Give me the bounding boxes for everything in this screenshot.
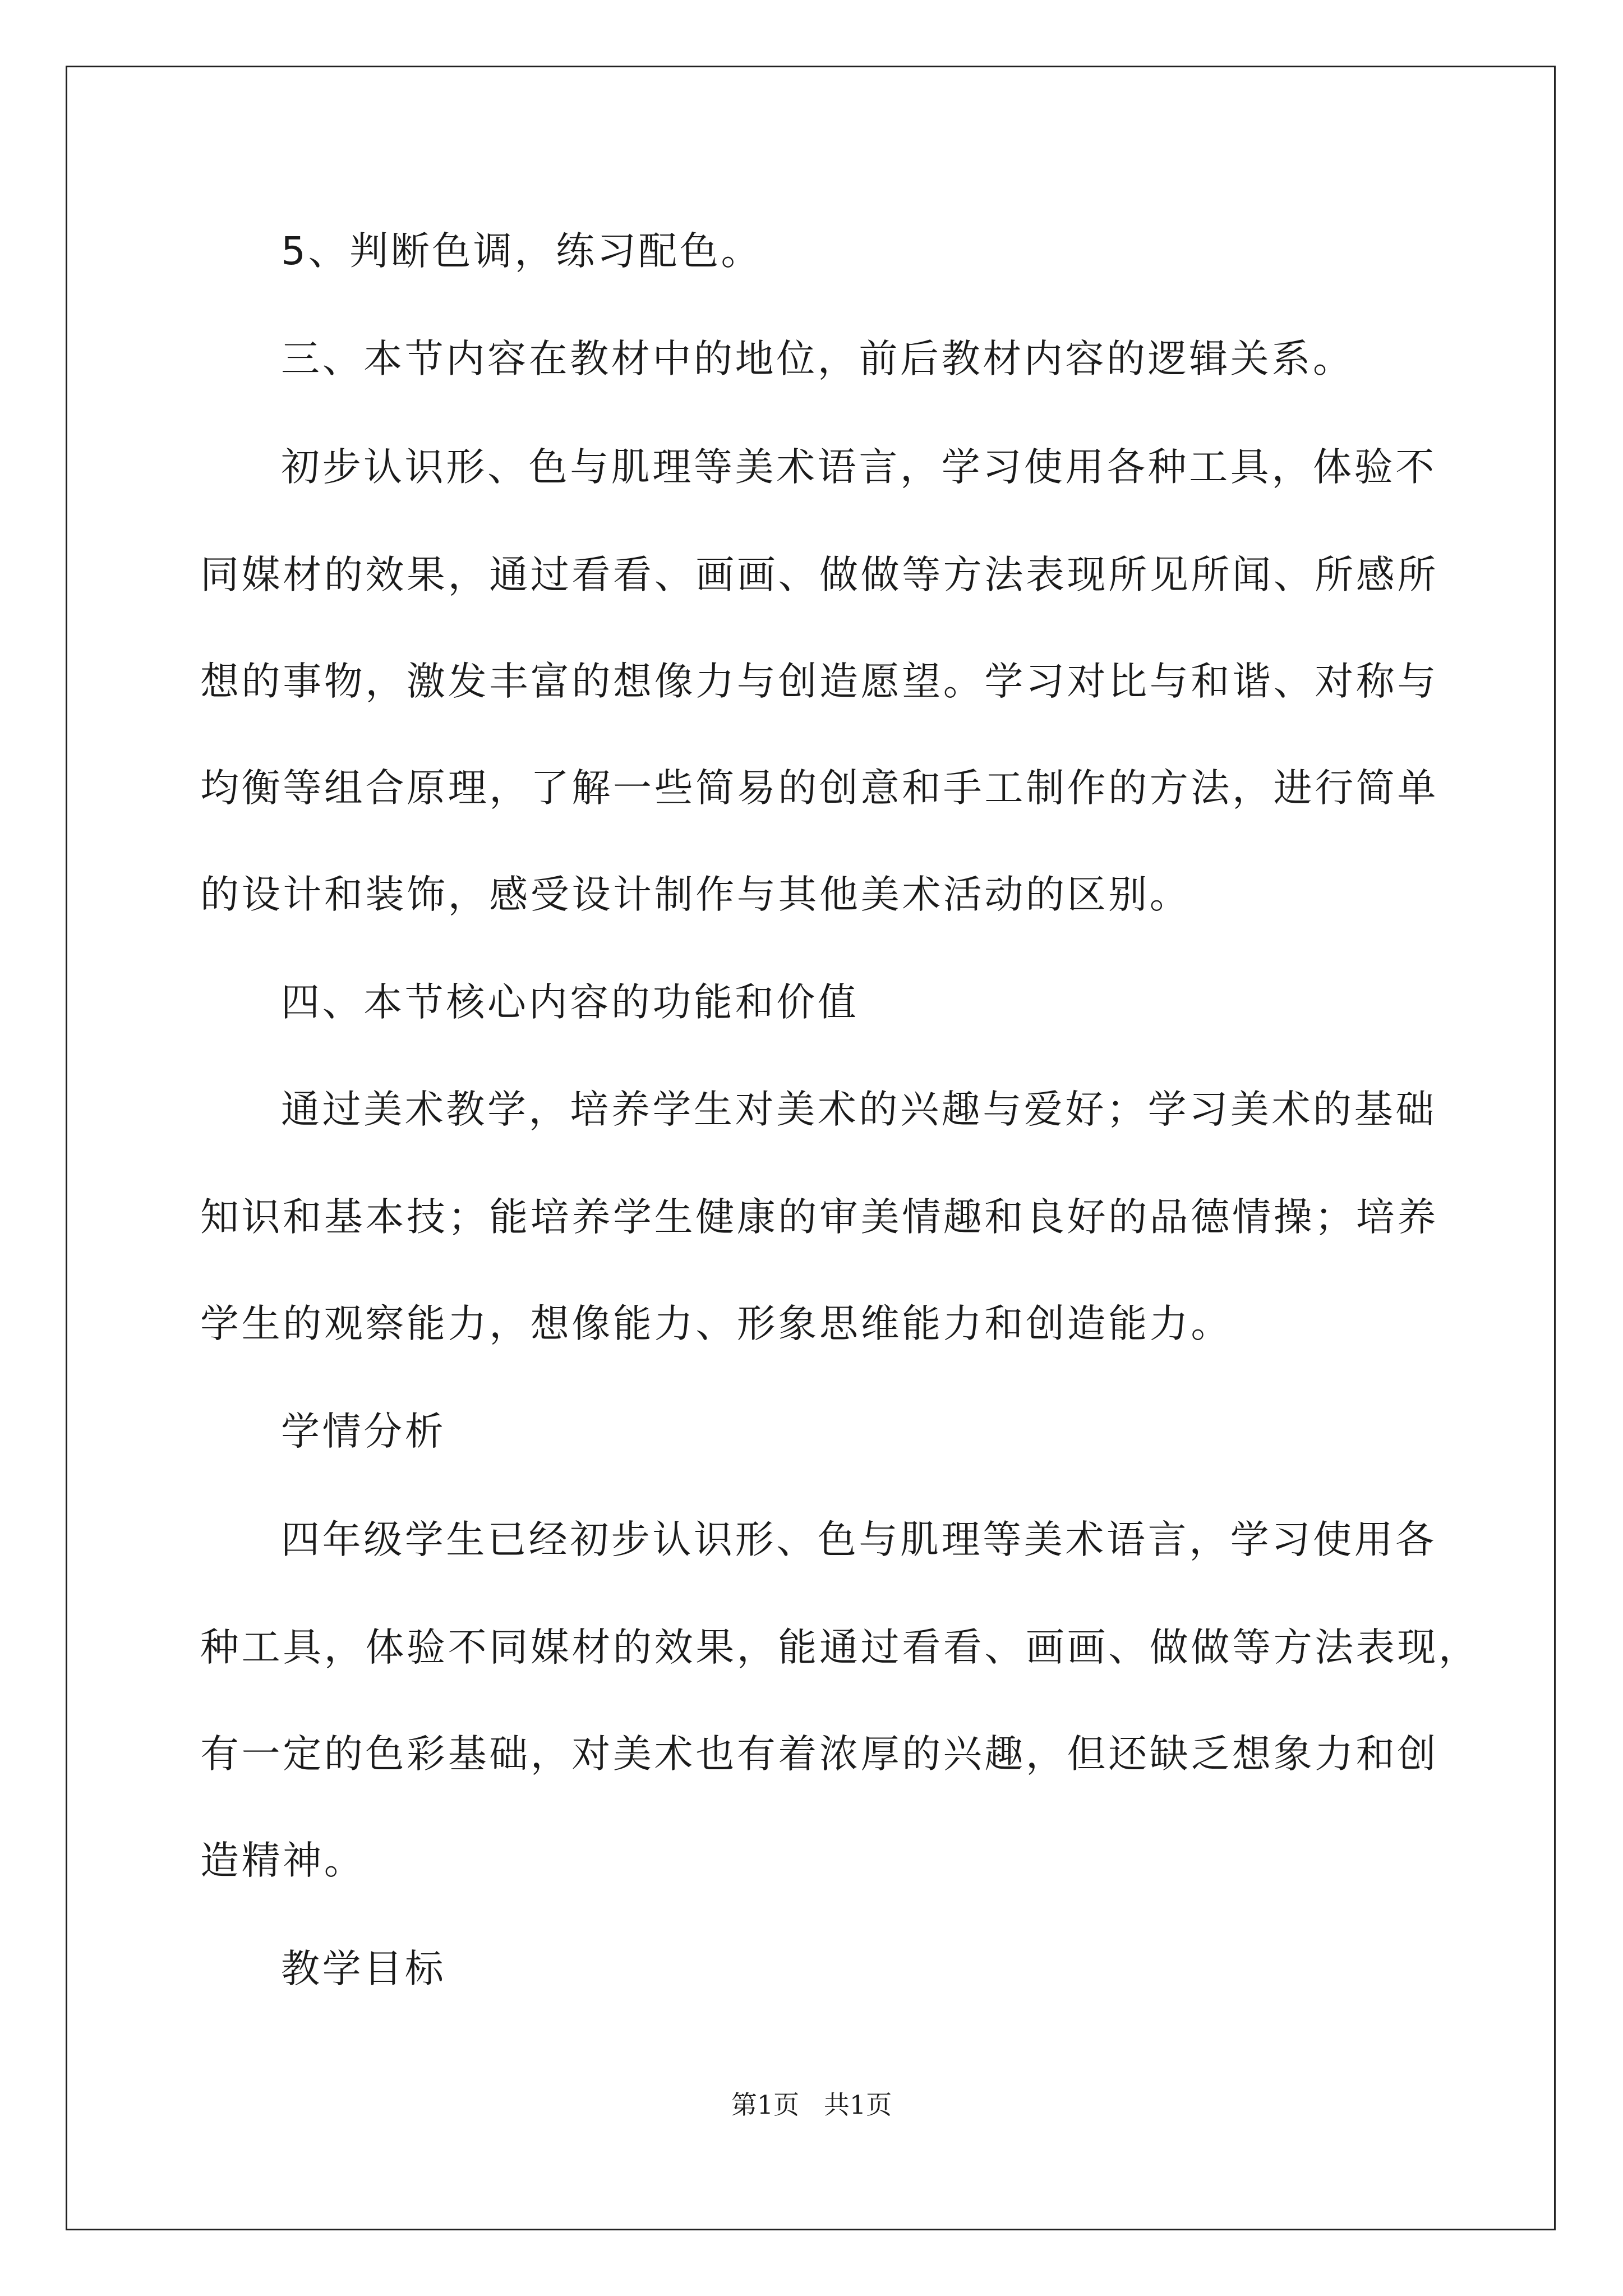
paragraph-line: 种工具，体验不同媒材的效果，能通过看看、画画、做做等方法表现， [200,1625,1480,1670]
paragraph-line: 四年级学生已经初步认识形、色与肌理等美术语言，学习使用各 [281,1517,1437,1562]
paragraph-line: 知识和基本技；能培养学生健康的审美情趣和良好的品德情操；培养 [200,1195,1438,1240]
paragraph-line: 通过美术教学，培养学生对美术的兴趣与爱好；学习美术的基础 [281,1087,1437,1132]
section-heading-teaching-goals: 教学目标 [281,1947,446,1991]
page-border [66,66,1556,2230]
paragraph-line: 造精神。 [200,1838,366,1883]
paragraph-line: 的设计和装饰，感受设计制作与其他美术活动的区别。 [200,872,1191,917]
paragraph-line: 均衡等组合原理，了解一些简易的创意和手工制作的方法，进行简单 [200,766,1438,811]
page-number-footer: 第1页 共1页 [731,2090,892,2120]
paragraph-line: 同媒材的效果，通过看看、画画、做做等方法表现所见所闻、所感所 [200,553,1438,597]
section-heading-3: 三、本节内容在教材中的地位，前后教材内容的逻辑关系。 [281,337,1354,381]
section-heading-learning-analysis: 学情分析 [281,1409,446,1454]
paragraph-line: 有一定的色彩基础，对美术也有着浓厚的兴趣，但还缺乏想象力和创 [200,1732,1438,1777]
paragraph-line: 初步认识形、色与肌理等美术语言，学习使用各种工具，体验不 [281,445,1437,490]
paragraph-line: 想的事物，激发丰富的想像力与创造愿望。学习对比与和谐、对称与 [200,659,1438,704]
paragraph-line: 学生的观察能力，想像能力、形象思维能力和创造能力。 [200,1301,1232,1346]
section-heading-4: 四、本节核心内容的功能和价值 [281,980,859,1025]
list-item-5: 5、判断色调，练习配色。 [281,229,763,274]
